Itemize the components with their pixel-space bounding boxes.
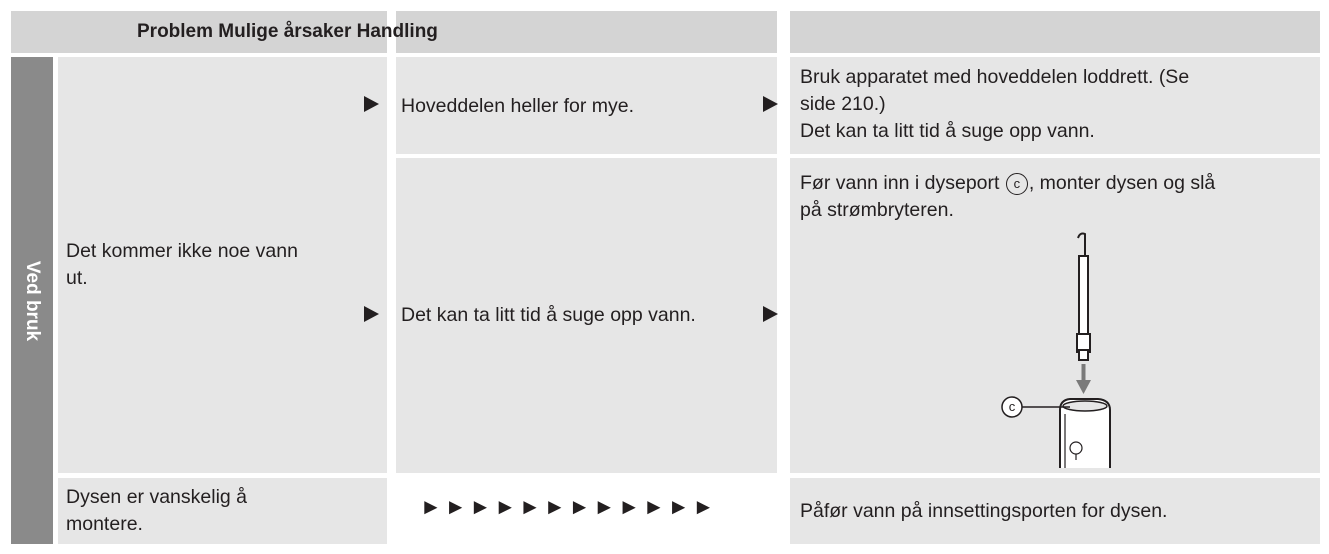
problem-2-line-1: Dysen er vanskelig å: [66, 486, 248, 508]
nozzle-insertion-figure: [990, 230, 1130, 468]
side-category-label: Ved bruk: [22, 260, 43, 341]
callout-c-label: c: [1008, 399, 1016, 414]
arrow-row: ►►►►►►►►►►►►: [420, 494, 718, 519]
problem-cell-1: [58, 57, 387, 473]
nozzle-tube: [1079, 256, 1088, 336]
action-3-text: Påfør vann på innsettingsporten for dysen.: [800, 500, 1168, 522]
table-header-right: [790, 11, 1320, 53]
cause-2-text: Det kan ta litt tid å suge opp vann.: [401, 304, 696, 326]
table-header-label: Problem Mulige årsaker Handling: [137, 21, 438, 42]
arrow-right-icon: [763, 306, 778, 322]
table-header-middle: [396, 11, 777, 53]
nozzle-base-lower: [1079, 350, 1088, 360]
callout-c-inline: c: [1006, 173, 1028, 195]
action-1-line-1: Bruk apparatet med hoveddelen loddrett. (Se: [800, 66, 1190, 88]
action-2-line-1: [800, 170, 1215, 197]
action-2-line-1-start: Før vann inn i dyseport: [800, 172, 1000, 194]
nozzle-port: [1063, 401, 1107, 411]
insert-arrow-head: [1076, 380, 1091, 394]
arrow-right-icon: [364, 306, 379, 322]
problem-2-line-2: montere.: [66, 513, 143, 535]
action-2-line-1-end: , monter dysen og slå: [1028, 172, 1216, 194]
action-2-line-2: på strømbryteren.: [800, 199, 954, 221]
problem-1-line-1: Det kommer ikke noe vann: [66, 240, 298, 262]
cause-1-text: Hoveddelen heller for mye.: [401, 95, 635, 117]
arrow-right-icon: [364, 96, 379, 112]
power-button: [1070, 442, 1082, 454]
action-1-line-2: side 210.): [800, 93, 886, 115]
problem-1-line-2: ut.: [66, 267, 88, 289]
arrow-right-icon: [763, 96, 778, 112]
side-category-label-wrap: [11, 57, 53, 544]
action-1-line-3: Det kan ta litt tid å suge opp vann.: [800, 120, 1095, 142]
